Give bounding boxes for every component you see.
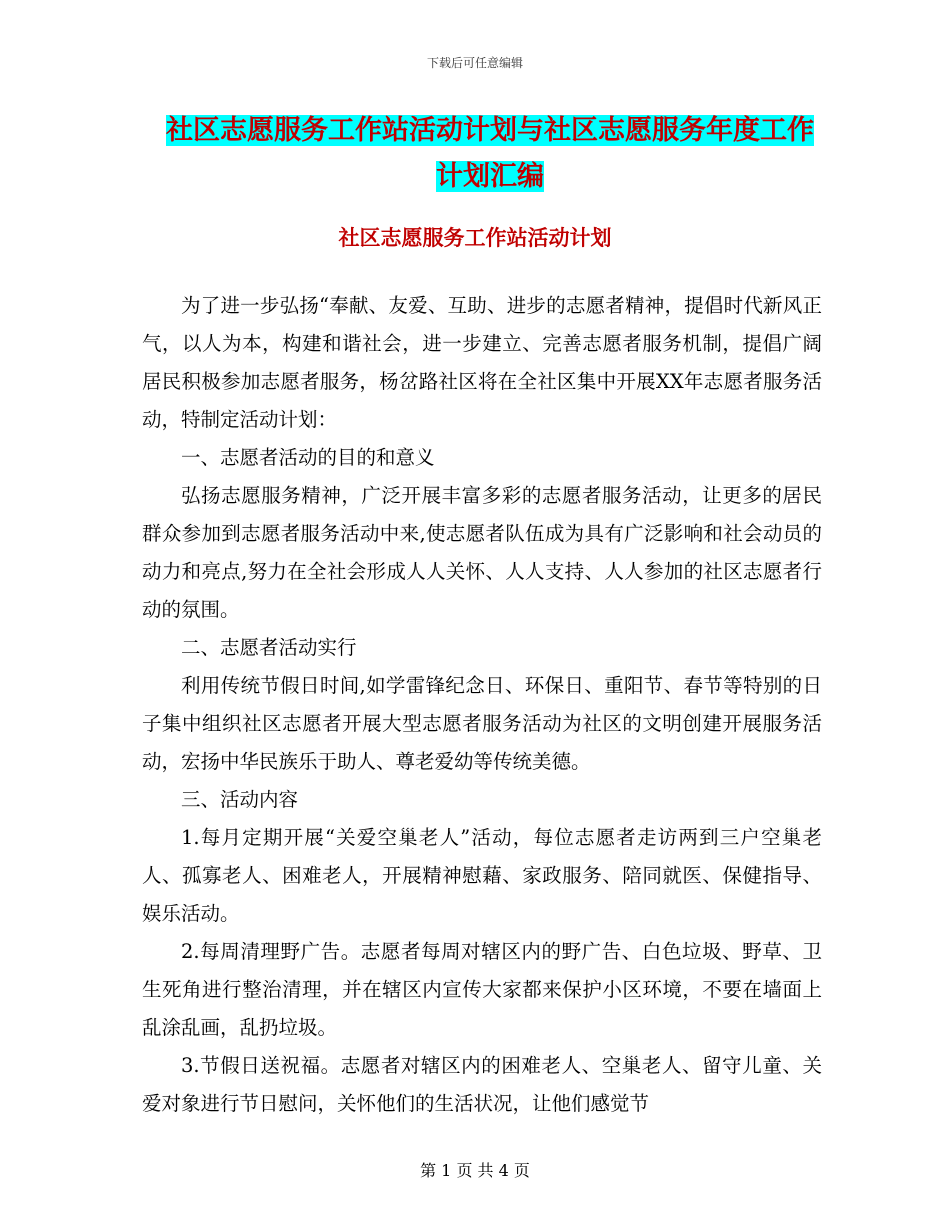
- body-text: [142, 287, 822, 1123]
- paragraph: 1.每月定期开展“关爱空巢老人”活动，每位志愿者走访两到三户空巢老人、孤寡老人、困难老人，开展精神慰藉、家政服务、陪同就医、保健指导、娱乐活动。: [142, 826, 822, 925]
- paragraph: 弘扬志愿服务精神，广泛开展丰富多彩的志愿者服务活动，让更多的居民群众参加到志愿者服务活动中来,使志愿者队伍成为具有广泛影响和社会动员的动力和亮点,努力在全社会形成人人关怀、人人支持、人人参加的社区志愿者行动的氛围。: [142, 484, 822, 621]
- paragraph: 三、活动内容: [181, 788, 299, 811]
- header-note: 下载后可任意编辑: [426, 56, 523, 70]
- paragraph: 一、志愿者活动的目的和意义: [181, 446, 435, 469]
- paragraph: 二、志愿者活动实行: [181, 636, 357, 659]
- main-title: [160, 108, 820, 200]
- paragraph: 2.每周清理野广告。志愿者每周对辖区内的野广告、白色垃圾、野草、卫生死角进行整治清理，并在辖区内宣传大家都来保护小区环境，不要在墙面上乱涂乱画，乱扔垃圾。: [142, 940, 822, 1039]
- paragraph: 为了进一步弘扬“奉献、友爱、互助、进步的志愿者精神，提倡时代新风正气，以人为本，构建和谐社会，进一步建立、完善志愿者服务机制，提倡广阔居民积极参加志愿者服务，杨岔路社区将在全社区集中开展XX年志愿者服务活动，特制定活动计划：: [142, 294, 822, 431]
- page-footer: 第 1 页 共 4 页: [420, 1161, 530, 1180]
- section-title: 社区志愿服务工作站活动计划: [338, 226, 612, 250]
- paragraph: 3.节假日送祝福。志愿者对辖区内的困难老人、空巢老人、留守儿童、关爱对象进行节日慰问，关怀他们的生活状况，让他们感觉节: [142, 1054, 822, 1115]
- main-title-text: 社区志愿服务工作站活动计划与社区志愿服务年度工作计划汇编: [166, 115, 814, 192]
- paragraph: 利用传统节假日时间,如学雷锋纪念日、环保日、重阳节、春节等特别的日子集中组织社区志愿者开展大型志愿者服务活动为社区的文明创建开展服务活动，宏扬中华民族乐于助人、尊老爱幼等传统美德。: [142, 674, 822, 773]
